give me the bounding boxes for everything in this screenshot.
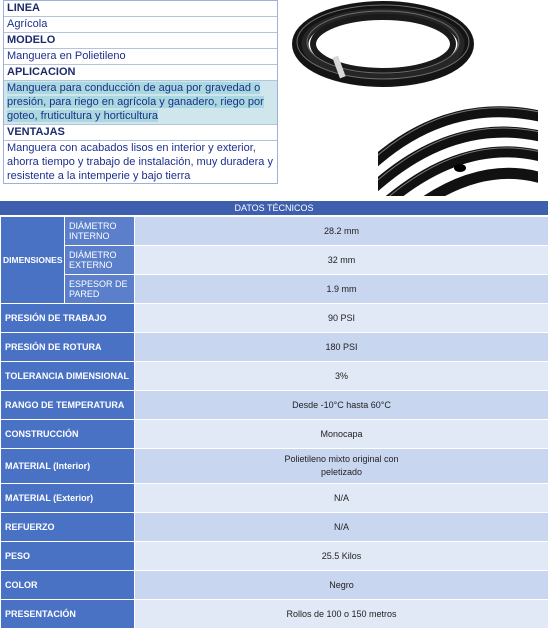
- table-row: [1, 420, 549, 449]
- row-label: PRESENTACIÓN: [1, 600, 135, 629]
- table-row: [1, 600, 549, 629]
- row-value: Desde -10°C hasta 60°C: [135, 391, 549, 420]
- row-label: ESPESOR DE PARED: [65, 275, 135, 304]
- table-row: [1, 362, 549, 391]
- row-value: 3%: [135, 362, 549, 391]
- row-value: 28.2 mm: [135, 217, 549, 246]
- modelo-value: Manguera en Polietileno: [4, 49, 277, 65]
- table-row: [1, 571, 549, 600]
- table-row: [1, 246, 549, 275]
- table-row: [1, 484, 549, 513]
- row-value: Negro: [135, 571, 549, 600]
- table-row: [1, 449, 549, 484]
- row-label: PESO: [1, 542, 135, 571]
- row-value: Monocapa: [135, 420, 549, 449]
- row-label: REFUERZO: [1, 513, 135, 542]
- aplicacion-value: [4, 81, 277, 125]
- table-row: [1, 542, 549, 571]
- row-label: DIÁMETRO EXTERNO: [65, 246, 135, 275]
- product-info-panel: [3, 0, 278, 184]
- row-value: 32 mm: [135, 246, 549, 275]
- table-row: [1, 217, 549, 246]
- table-row: [1, 304, 549, 333]
- row-value: 90 PSI: [135, 304, 549, 333]
- hose-coil-image: [288, 0, 478, 92]
- ventajas-label: VENTAJAS: [4, 125, 277, 141]
- aplicacion-label: APLICACION: [4, 65, 277, 81]
- row-label: COLOR: [1, 571, 135, 600]
- tech-data-table: [0, 216, 549, 629]
- row-value: 1.9 mm: [135, 275, 549, 304]
- table-row: [1, 275, 549, 304]
- row-value: 180 PSI: [135, 333, 549, 362]
- aplicacion-text: Manguera para conducción de agua por gravedad o presión, para riego en agrícola y ganadero, riego por goteo, fruticultura y horticultura: [7, 82, 264, 123]
- row-label: PRESIÓN DE ROTURA: [1, 333, 135, 362]
- material-interior-text: Polietileno mixto original con peletizado: [284, 454, 399, 477]
- hose-closeup-image: [378, 98, 538, 196]
- row-value: Rollos de 100 o 150 metros: [135, 600, 549, 629]
- row-label: PRESIÓN DE TRABAJO: [1, 304, 135, 333]
- row-label: MATERIAL (Exterior): [1, 484, 135, 513]
- table-row: [1, 391, 549, 420]
- linea-label: LINEA: [4, 1, 277, 17]
- row-label: CONSTRUCCIÓN: [1, 420, 135, 449]
- table-row: [1, 333, 549, 362]
- row-value: [135, 449, 549, 484]
- row-value: N/A: [135, 484, 549, 513]
- row-label: TOLERANCIA DIMENSIONAL: [1, 362, 135, 391]
- linea-value: Agrícola: [4, 17, 277, 33]
- row-label: RANGO DE TEMPERATURA: [1, 391, 135, 420]
- row-value: 25.5 Kilos: [135, 542, 549, 571]
- row-value: N/A: [135, 513, 549, 542]
- row-label: MATERIAL (Interior): [1, 449, 135, 484]
- row-label: DIÁMETRO INTERNO: [65, 217, 135, 246]
- dimensiones-label: DIMENSIONES: [1, 217, 65, 304]
- ventajas-value: Manguera con acabados lisos en interior y exterior, ahorra tiempo y trabajo de instalación, muy duradera y resistente a la intemperie y bajo tierra: [4, 141, 277, 184]
- modelo-label: MODELO: [4, 33, 277, 49]
- tech-table-title: DATOS TÉCNICOS: [0, 201, 548, 215]
- table-row: [1, 513, 549, 542]
